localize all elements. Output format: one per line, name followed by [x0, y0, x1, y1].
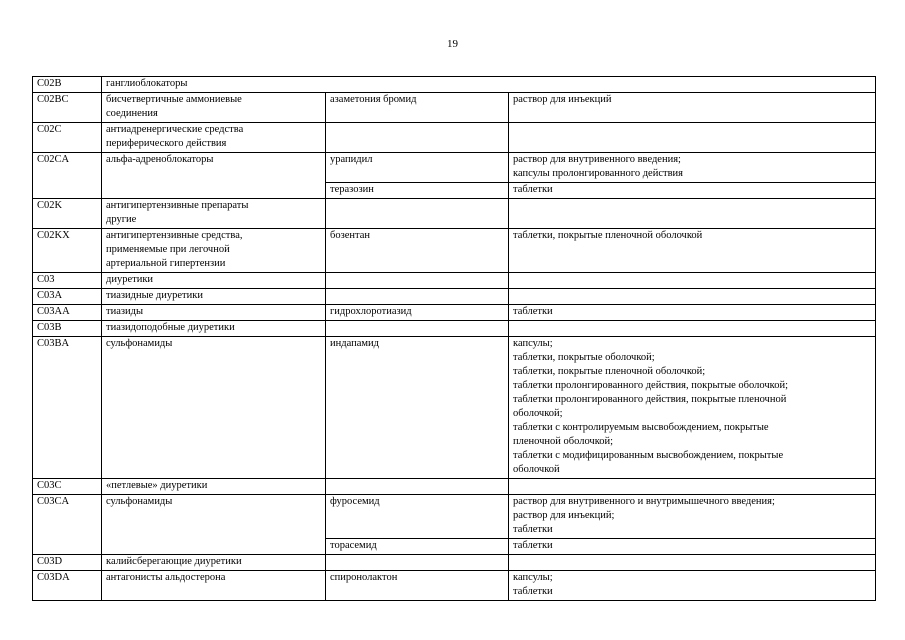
drug-name-cell [326, 273, 509, 289]
drug-name-cell [326, 123, 509, 153]
atc-code-cell: C02BC [33, 93, 102, 123]
atc-group-cell: тиазиды [102, 305, 326, 321]
atc-code-cell: C03BA [33, 337, 102, 479]
atc-group-cell: антигипертензивные средства, применяемые при легочной артериальной гипертензии [102, 229, 326, 273]
drug-name-cell: фуросемид [326, 495, 509, 539]
drug-name-cell [326, 479, 509, 495]
table-row [33, 229, 876, 273]
dosage-form-cell [509, 555, 876, 571]
table-row [33, 321, 876, 337]
atc-code-cell: C03AA [33, 305, 102, 321]
table-row [33, 123, 876, 153]
dosage-form-cell: раствор для внутривенного и внутримышечного введения; раствор для инъекций; таблетки [509, 495, 876, 539]
drug-name-cell: теразозин [326, 183, 509, 199]
dosage-form-cell: таблетки, покрытые пленочной оболочкой [509, 229, 876, 273]
dosage-form-cell [509, 321, 876, 337]
dosage-form-cell: таблетки [509, 183, 876, 199]
dosage-form-cell: капсулы; таблетки, покрытые оболочкой; таблетки, покрытые пленочной оболочкой; таблетки пролонгированного действия, покрытые оболочкой; таблетки пролонгированного действия, покрытые пленочной оболочкой; таблетки с контролируемым высвобождением, покрытые пленочной оболочкой; таблетки с модифицированным высвобождением, покрытые оболочкой [509, 337, 876, 479]
atc-drug-table [32, 76, 876, 601]
table-row [33, 289, 876, 305]
drug-name-cell [326, 555, 509, 571]
drug-name-cell: индапамид [326, 337, 509, 479]
dosage-form-cell: раствор для инъекций [509, 93, 876, 123]
atc-code-cell: C03 [33, 273, 102, 289]
dosage-form-cell [509, 479, 876, 495]
atc-code-cell: C02C [33, 123, 102, 153]
dosage-form-cell: таблетки [509, 305, 876, 321]
table-row [33, 555, 876, 571]
atc-code-cell: C02KX [33, 229, 102, 273]
atc-group-cell: ганглиоблокаторы [102, 77, 876, 93]
atc-code-cell: C02CA [33, 153, 102, 199]
table-row [33, 479, 876, 495]
drug-name-cell: бозентан [326, 229, 509, 273]
atc-code-cell: C02B [33, 77, 102, 93]
table-row [33, 199, 876, 229]
table-row [33, 93, 876, 123]
table-row [33, 273, 876, 289]
table-row [33, 337, 876, 479]
dosage-form-cell [509, 289, 876, 305]
atc-code-cell: C03CA [33, 495, 102, 555]
atc-group-cell: антигипертензивные препараты другие [102, 199, 326, 229]
drug-name-cell [326, 321, 509, 337]
atc-group-cell: диуретики [102, 273, 326, 289]
atc-code-cell: C03DA [33, 571, 102, 601]
atc-group-cell: тиазидные диуретики [102, 289, 326, 305]
atc-code-cell: C03D [33, 555, 102, 571]
atc-table-body [33, 77, 876, 601]
atc-group-cell: сульфонамиды [102, 337, 326, 479]
page-number: 19 [447, 38, 458, 50]
atc-group-cell: антиадренергические средства периферического действия [102, 123, 326, 153]
drug-name-cell [326, 289, 509, 305]
table-row [33, 305, 876, 321]
table-row [33, 77, 876, 93]
atc-code-cell: C03C [33, 479, 102, 495]
atc-group-cell: калийсберегающие диуретики [102, 555, 326, 571]
atc-group-cell: «петлевые» диуретики [102, 479, 326, 495]
dosage-form-cell [509, 273, 876, 289]
dosage-form-cell: таблетки [509, 539, 876, 555]
drug-name-cell: урапидил [326, 153, 509, 183]
dosage-form-cell [509, 123, 876, 153]
atc-group-cell: антагонисты альдостерона [102, 571, 326, 601]
table-row [33, 571, 876, 601]
atc-group-cell: бисчетвертичные аммониевые соединения [102, 93, 326, 123]
dosage-form-cell [509, 199, 876, 229]
dosage-form-cell: раствор для внутривенного введения; капсулы пролонгированного действия [509, 153, 876, 183]
dosage-form-cell: капсулы; таблетки [509, 571, 876, 601]
drug-name-cell: спиронолактон [326, 571, 509, 601]
atc-group-cell: сульфонамиды [102, 495, 326, 555]
atc-code-cell: C03A [33, 289, 102, 305]
drug-name-cell: азаметония бромид [326, 93, 509, 123]
drug-name-cell: гидрохлоротиазид [326, 305, 509, 321]
table-row [33, 153, 876, 183]
atc-code-cell: C02K [33, 199, 102, 229]
drug-name-cell [326, 199, 509, 229]
drug-name-cell: торасемид [326, 539, 509, 555]
atc-group-cell: тиазидоподобные диуретики [102, 321, 326, 337]
table-row [33, 495, 876, 539]
atc-code-cell: C03B [33, 321, 102, 337]
atc-group-cell: альфа-адреноблокаторы [102, 153, 326, 199]
